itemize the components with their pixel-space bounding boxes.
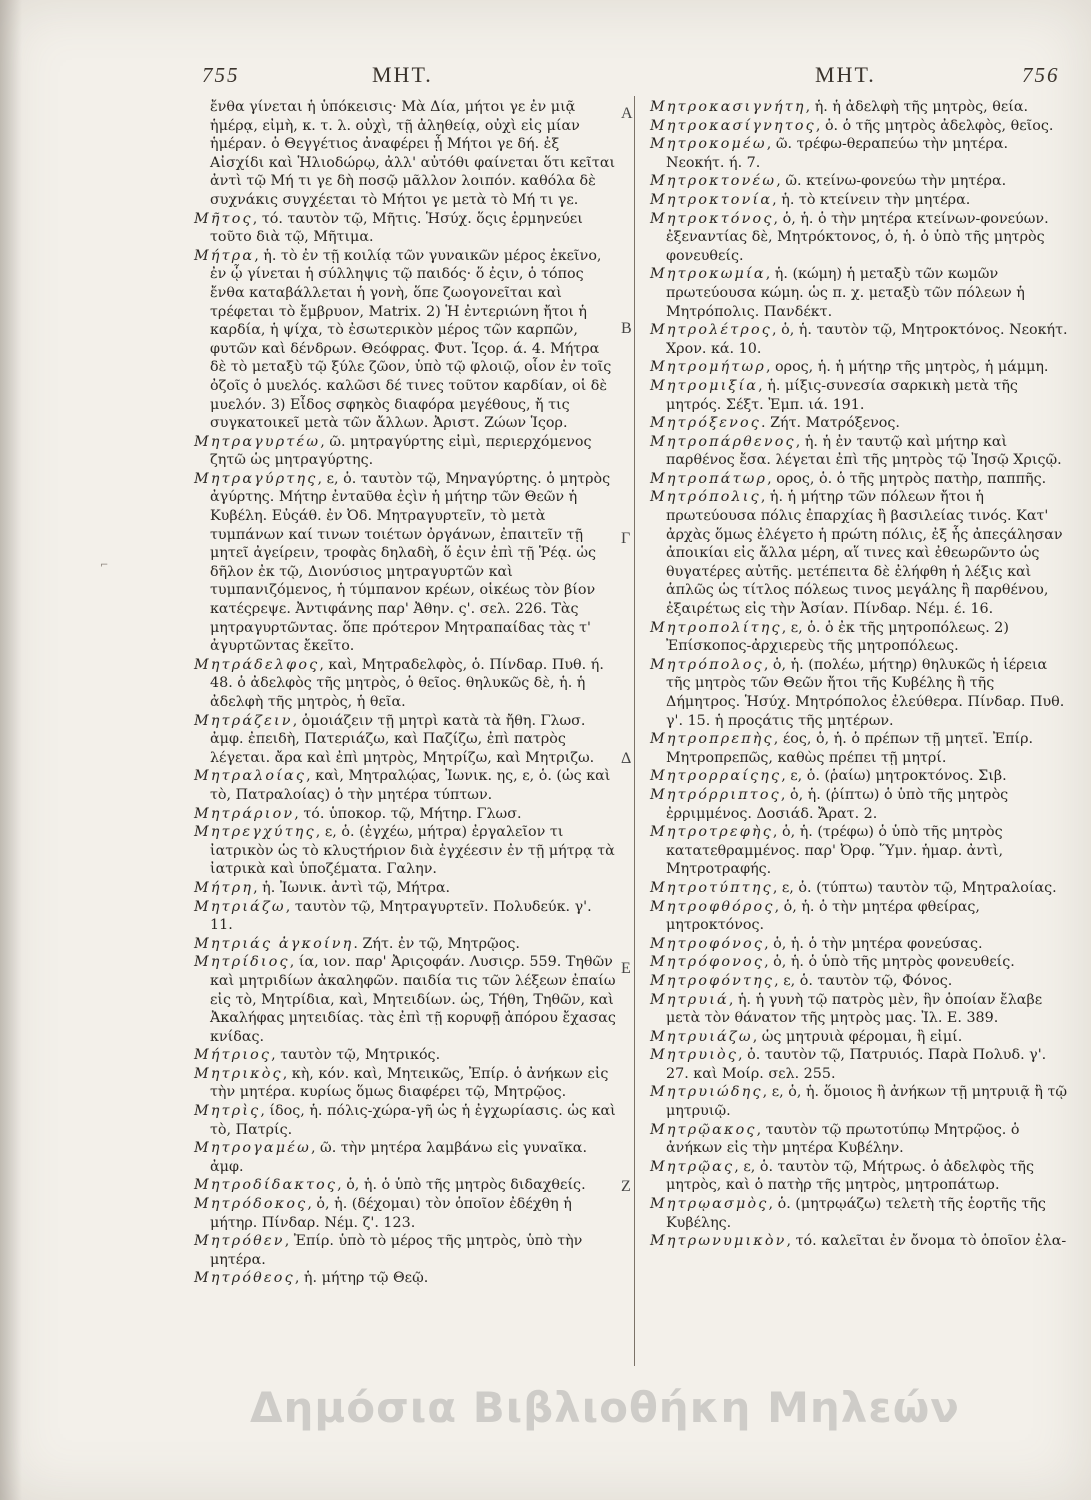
entry-headword: Μητροπρεπὴς: [650, 731, 774, 748]
entry-definition: , ορος, ὁ. ὁ τῆς μητρὸς πατὴρ, παππῆς.: [767, 470, 1047, 487]
entry-definition: , ε, ὁ. ταυτὸν τῷ, Μηναγύρτης. ὁ μητρὸς ἀγύρτης. Μήτηρ ἐνταῦθα ἐςὶν ἡ μήτηρ τῶν Θεῶν ἡ Κυβέλη. Εὐςάθ. ἐν Ὀδ. Μητραγυρτεῖν, τὸ μετὰ τυμπάνων καί τινων τοιέτων ὀργάνων, ἐπαιτεῖν τῇ μητεῖ ἀγείρειν, τροφὰς δηλαδὴ, ὅ ἐςιν ἐπὶ τῇ Ῥέᾳ. ὡς δῆλον ἐκ τῷ, Διονύσιος μητραγυρτῶν καὶ τυμπανιζόμενος, ἡ τύμπανον κρέων, οἱκέως τὸν βίον κατέςρεψε. Ἀντιφάνης παρ' Ἀθην. ς'. σελ. 226. Τὰς μητραγυρτῶντας. ὅπε πρότερον Μητραπαίδας τὰς τ' ἀγυρτῶντας ἔκεῖτο.: [210, 470, 611, 655]
entry-headword: Μητροκωμία: [650, 266, 766, 283]
entry-headword: Μητρόθεος: [194, 1270, 295, 1287]
entry-headword: Μητροκτονέω: [650, 173, 777, 190]
entry-headword: Μητρορραίςης: [650, 768, 782, 785]
entry-definition: , ἡ. τὸ ἐν τῇ κοιλίᾳ τῶν γυναικῶν μέρος ἐκεῖνο, ἐν ᾧ γίνεται ἡ σύλληψις τῷ παιδός· ὅ ἐςιν, ὁ τόπος ἔνθα καταβάλλεται ἡ γονὴ, ὅπε ζωογονεῖται καὶ τρέφεται τὸ ἔμβρυον, Matrix. 2) Ἡ ἐντεριώνη ἤτοι ἡ καρδία, ἡ ψίχα, τὸ ἐσωτερικὸν μέρος τῶν καρπῶν, φυτῶν καὶ δένδρων. Θεόφρας. Φυτ. Ἱςορ. ά. 4. Μήτρα δὲ τὸ μεταξὺ τῷ ξύλε ζῶον, ὑπὸ τῷ φλοιῷ, οἷον ἐν τοῖς ὀζοῖς ὁ μυελός. καλῶσι δέ τινες τοῦτον καρδίαν, οἱ δὲ μυελόν. 3) Εἶδος σφηκὸς διαφόρα μεγέθους, ἤ τις συγκατοικεῖ μετὰ τῶν ἄλλων. Ἀριστ. Ζώων Ἱςορ.: [210, 247, 612, 432]
entry-definition: , ταυτὸν τῷ, Μητρικός.: [271, 1047, 441, 1064]
entry-headword: Μητροκτονία: [650, 191, 773, 208]
entry-definition: , Ἐπίρ. ὑπὸ τὸ μέρος τῆς μητρὸς, ὑπὸ τὴν μητέρα.: [210, 1233, 583, 1268]
dictionary-entry: [650, 470, 1068, 489]
section-letter: Ζ: [621, 1178, 631, 1195]
right-column: [650, 98, 1068, 1251]
entry-headword: Μητροκτόνος: [650, 210, 774, 227]
dictionary-entry: [194, 953, 616, 1046]
entry-headword: Μητροκασίγνητος: [650, 117, 816, 134]
entry-headword: Μητροδίδακτος: [194, 1177, 338, 1194]
entry-definition: , ἡ. ἡ ἐν ταυτῷ καὶ μήτηρ καὶ παρθένος ἔσα. λέγεται ἐπὶ τῆς μητρὸς τῷ Ἰησῷ Χριςῷ.: [666, 433, 1062, 469]
entry-headword: Μητρόφονος: [650, 954, 765, 971]
section-letter: Γ: [621, 530, 631, 547]
dictionary-entry: [650, 786, 1068, 823]
dictionary-entry: [650, 879, 1068, 898]
entry-headword: Μήτρα: [194, 247, 255, 264]
entry-definition: ἔνθα γίνεται ἡ ὑπόκεισις· Μὰ Δία, μήτοι γε ἐν μιᾷ ἡμέρᾳ, εἰμὴ, κ. τ. λ. οὐχὶ, τῇ ἀληθείᾳ, οὐχὶ εἰς μίαν ἡμέραν. ὁ Θεγγέτιος ἀναφέρει ᾗ Μήτοι γε δή. ἐξ Αἰσχίδι καὶ Ἡλιοδώρῳ, ἀλλ' αὐτόθι φαίνεται ὅτι κεῖται ἀντὶ τῷ Μή τι γε δὴ ποσῷ μᾶλλον λοιπόν. καθόλα δὲ συχνάκις συγχέεται τὸ Μήτοι γε μετὰ τὸ Μή τι γε.: [210, 99, 616, 208]
entry-definition: , καὶ, Μητραλῴας, Ἰωνικ. ης, ε, ὁ. (ὡς καὶ τὸ, Πατραλοίας) ὁ τὴν μητέρα τύπτων.: [210, 768, 611, 803]
dictionary-entry: [194, 823, 616, 879]
dictionary-entry: [194, 1269, 616, 1288]
entry-headword: Μητράριον: [194, 805, 295, 822]
dictionary-entry: [650, 1028, 1068, 1047]
dictionary-entry: [650, 210, 1068, 266]
dictionary-entry: [650, 1121, 1068, 1158]
dictionary-entry: [194, 470, 616, 656]
left-column: [194, 98, 616, 1288]
dictionary-entry: [650, 823, 1068, 879]
dictionary-entry: [650, 1232, 1068, 1251]
dictionary-entry: [194, 247, 616, 433]
entry-headword: Μητροκομέω: [650, 136, 767, 153]
entry-headword: Μητρικὸς: [194, 1065, 283, 1082]
dictionary-entry: [194, 879, 616, 898]
entry-definition: , ὁ, ἡ. ὁ τὴν μητέρα κτείνων-φονεύων. ἐξεναντίας δὲ, Μητρόκτονος, ὁ, ἡ. ὁ ὑπὸ τῆς μητρὸς φονευθείς.: [666, 210, 1049, 264]
entry-definition: , ὁ, ἡ. ὁ τὴν μητέρα φονεύσας.: [764, 935, 983, 952]
dictionary-entry: [650, 488, 1068, 618]
dictionary-entry: [194, 1176, 616, 1195]
entry-headword: Μητροφόντης: [650, 972, 775, 989]
entry-definition: , ὁ, ἡ. (πολέω, μήτηρ) θηλυκῶς ἡ ἱέρεια τῆς μητρὸς τῶν Θεῶν ἤτοι τῆς Κυβέλης ἢ τῆς Δήμητρος. Ἡσύχ. Μητρόπολος ἐλεύθερα. Πίνδαρ. Πυθ. γ'. 15. ἡ προςάτις τῆς μητέρων.: [666, 656, 1065, 729]
right-page-number: 756: [1022, 63, 1060, 87]
margin-mark: ⌐: [100, 560, 109, 571]
entry-headword: Μητράζειν: [194, 712, 293, 729]
entry-headword: Μητρυιώδης: [650, 1084, 763, 1101]
dictionary-entry: [194, 935, 616, 954]
entry-headword: Μητριάς ἀγκοίνη: [194, 935, 354, 952]
entry-definition: , ἡ. (κώμη) ἡ μεταξὺ τῶν κωμῶν πρωτεύουσα κώμη. ὡς π. χ. μεταξὺ τῶν πόλεων ἡ Μητρόπολις. Πανδέκτ.: [666, 266, 1025, 320]
entry-definition: , ίδος, ἡ. πόλις-χώρα-γῆ ὡς ἡ ἐγχωρίασις. ὡς καὶ τὸ, Πατρίς.: [210, 1103, 616, 1138]
entry-headword: Μητρῷακος: [650, 1121, 757, 1138]
entry-definition: , ἡ. ἡ μήτηρ τῶν πόλεων ἤτοι ἡ πρωτεύουσα πόλις ἐπαρχίας ἢ βασιλείας τινός. Κατ' ἀρχὰς ὅμως ἐλέγετο ἡ πρώτη πόλις, ἐξ ἧς ἀπεςάλησαν ἀποικίαι εἰς ἄλλα μέρη, αἵ τινες καὶ ἐθεωρῶντο ὡς θυγατέρες αὐτῆς. μετέπειτα δὲ ἐλήφθη ἡ λέξις καὶ ἁπλῶς ὡς τίτλος πόλεως τινος μεγάλης ἢ παρθένου, ἐξαιρέτως εἰς τὴν Ἀσίαν. Πίνδαρ. Νέμ. έ. 16.: [666, 489, 1063, 618]
entry-headword: Μητρίδιος: [194, 954, 290, 971]
dictionary-entry: [650, 172, 1068, 191]
section-letter: Α: [621, 105, 633, 122]
left-running-title: ΜΗΤ.: [372, 62, 433, 87]
dictionary-entry: [194, 433, 616, 470]
entry-definition: , ὡς μητρυιὰ φέρομαι, ἢ εἰμί.: [752, 1028, 963, 1045]
entry-definition: , ὁ, ἡ. (δέχομαι) τὸν ὁποῖον ἐδέχθη ἡ μήτηρ. Πίνδαρ. Νέμ. ζ'. 123.: [210, 1196, 572, 1231]
dictionary-entry: [650, 1046, 1068, 1083]
entry-definition: , ὁ. (μητρῳάζω) τελετὴ τῆς ἑορτῆς τῆς Κυβέλης.: [666, 1196, 1046, 1231]
entry-definition: , ὁ, ἡ. (ῥίπτω) ὁ ὑπὸ τῆς μητρὸς ἐρριμμένος. Δοσιάδ. Ἄρατ. 2.: [666, 786, 1009, 822]
dictionary-entry: [194, 712, 616, 768]
dictionary-entry: [650, 935, 1068, 954]
section-letter: Β: [621, 320, 632, 337]
dictionary-entry: [650, 117, 1068, 136]
entry-headword: Μητρεγχύτης: [194, 824, 316, 841]
entry-definition: , ε, ὁ. (ῥαίω) μητροκτόνος. Σιβ.: [781, 768, 1007, 785]
dictionary-entry: [650, 730, 1068, 767]
dictionary-entry: [650, 321, 1068, 358]
dictionary-entry: [194, 210, 616, 247]
entry-definition: , ε, ὁ. ταυτὸν τῷ, Φόνος.: [774, 972, 953, 989]
dictionary-entry: [194, 1046, 616, 1065]
entry-definition: , ε, ὁ. ταυτὸν τῷ, Μήτρως. ὁ ἀδελφὸς τῆς μητρὸς, καὶ ὁ πατὴρ τῆς μητρὸς, μητροπάτωρ.: [666, 1158, 1035, 1194]
entry-headword: Μητροπάρθενος: [650, 433, 796, 450]
entry-headword: Μητρόθεν: [194, 1233, 285, 1250]
entry-headword: Μητροτρεφὴς: [650, 824, 773, 841]
entry-headword: Μητρῳασμὸς: [650, 1196, 769, 1213]
dictionary-entry: [650, 358, 1068, 377]
entry-definition: , τό. καλεῖται ἐν ὄνομα τὸ ὁποῖον ἐλα-: [786, 1233, 1067, 1250]
entry-headword: Μῆτος: [194, 210, 253, 227]
entry-headword: Μήτρη: [194, 879, 254, 896]
entry-headword: Μητραλοίας: [194, 768, 307, 785]
library-watermark: Δημόσια Βιβλιοθήκη Μηλεών: [250, 1383, 960, 1432]
entry-definition: , ὁ, ἡ. ὁ ὑπὸ τῆς μητρὸς φονευθείς.: [764, 954, 1015, 971]
entry-definition: , έος, ὁ, ἡ. ὁ πρέπων τῇ μητεῖ. Ἐπίρ. Μητροπρεπῶς, καθὼς πρέπει τῇ μητρί.: [666, 731, 1034, 766]
entry-definition: , ἡ. Ἰωνικ. ἀντὶ τῷ, Μήτρα.: [253, 879, 451, 896]
entry-definition: , καὶ, Μητραδελφὸς, ὁ. Πίνδαρ. Πυθ. ή. 48. ὁ ἀδελφὸς τῆς μητρὸς, ὁ θεῖος. θηλυκῶς δὲ, ἡ. ἡ ἀδελφὴ τῆς μητρὸς, ἡ θεῖα.: [210, 656, 604, 710]
entry-headword: Μητρόξενος: [650, 415, 761, 432]
entry-headword: Μητροφόνος: [650, 935, 765, 952]
entry-headword: Μητρωνυμικὸν: [650, 1233, 787, 1250]
dictionary-entry: [650, 972, 1068, 991]
entry-definition: , ὁ. ταυτὸν τῷ, Πατρυιός. Παρὰ Πολυδ. γ'. 27. καὶ Μοίρ. σελ. 255.: [666, 1047, 1047, 1082]
binding-shadow: [0, 0, 22, 1500]
dictionary-entry: [194, 1139, 616, 1176]
entry-definition: , ἡ. ἡ ἀδελφὴ τῆς μητρὸς, θεία.: [805, 99, 1029, 115]
right-running-title: ΜΗΤ.: [815, 62, 876, 87]
dictionary-entry: [650, 953, 1068, 972]
entry-headword: Μητραγύρτης: [194, 470, 318, 487]
dictionary-entry: [194, 805, 616, 824]
entry-headword: Μητροτύπτης: [650, 879, 773, 896]
dictionary-entry: [650, 191, 1068, 210]
dictionary-entry: [650, 767, 1068, 786]
dictionary-entry: [650, 1083, 1068, 1120]
entry-headword: Μητροκασιγνήτη: [650, 99, 806, 115]
entry-definition: , ὁ, ἡ. (τρέφω) ὁ ὑπὸ τῆς μητρὸς κατατεθραμμένος. παρ' Ὀρφ. Ὕμν. ἡμαρ. ἀντὶ, Μητροτραφής.: [666, 824, 1004, 878]
entry-definition: , ἡ. μήτηρ τῷ Θεῷ.: [294, 1270, 429, 1287]
entry-definition: , ταυτὸν τῷ, Μητραγυρτεῖν. Πολυδεύκ. γ'. 11.: [210, 898, 592, 934]
entry-definition: , ἡ. τὸ κτείνειν τὴν μητέρα.: [772, 191, 971, 208]
entry-definition: , κὴ, κόν. καὶ, Μητεικῶς, Ἐπίρ. ὁ ἀνήκων εἰς τὴν μητέρα. κυρίως ὅμως διαφέρει τῷ, Μητρῷος.: [210, 1065, 609, 1101]
entry-headword: Μητροπάτωρ: [650, 470, 768, 487]
dictionary-entry: [650, 1158, 1068, 1195]
entry-definition: , ῶ. τρέφω-θεραπεύω τὴν μητέρα. Νεοκήτ. ή. 7.: [666, 136, 1009, 171]
entry-definition: , ε, ὁ. ὁ ἐκ τῆς μητροπόλεως. 2) Ἐπίσκοπος-ἀρχιερεὺς τῆς μητροπόλεως.: [666, 619, 1009, 655]
entry-definition: , ορος, ἡ. ἡ μήτηρ τῆς μητρὸς, ἡ μάμμη.: [765, 359, 1049, 376]
entry-definition: , ταυτὸν τῷ πρωτοτύπῳ Μητρῷος. ὁ ἀνήκων εἰς τὴν μητέρα Κυβέλην.: [666, 1121, 1020, 1157]
entry-headword: Μητρόπολις: [650, 489, 761, 506]
entry-definition: , ῶ. τὴν μητέρα λαμβάνω εἰς γυναῖκα. ἀμφ.: [210, 1140, 587, 1175]
entry-headword: Μητραγυρτέω: [194, 433, 321, 450]
left-page-number: 755: [202, 63, 240, 87]
dictionary-entry: [650, 265, 1068, 321]
entry-headword: Μητρυιάζω: [650, 1028, 753, 1045]
dictionary-entry: [650, 1195, 1068, 1232]
dictionary-entry: [194, 767, 616, 804]
entry-definition: , ῶ. κτείνω-φονεύω τὴν μητέρα.: [776, 173, 1007, 190]
entry-headword: Μητρομήτωρ: [650, 359, 766, 376]
dictionary-entry: [650, 619, 1068, 656]
section-letter: Ε: [621, 960, 631, 977]
entry-headword: Μητρὶς: [194, 1103, 261, 1120]
dictionary-entry: [194, 98, 616, 210]
dictionary-entry: [650, 656, 1068, 730]
dictionary-entry: [194, 1232, 616, 1269]
entry-definition: , ῶ. μητραγύρτης εἰμὶ, περιερχόμενος ζητῶ ὡς μητραγύρτης.: [210, 433, 592, 469]
entry-headword: Μητράδελφος: [194, 656, 320, 673]
entry-headword: Μήτριος: [194, 1047, 272, 1064]
dictionary-entry: [194, 1102, 616, 1139]
entry-headword: Μητρυιά: [650, 991, 729, 1008]
entry-definition: , ία, ιον. παρ' Ἀριςοφάν. Λυσιςρ. 559. Τηθῶν καὶ μητριδίων ἀκαληφῶν. παιδία τις τῶν λέξεων ἐπαίω εἰς τὸ, Μητρίδια, καὶ, Μητειδίων. ὡς, Τήθη, Τηθῶν, καὶ Ἀκαλήφας μητειδίας. τὰς ἐπὶ τῇ κορυφῇ ἀπόρου ἔχασας κνίδας.: [210, 954, 616, 1045]
entry-headword: Μητροφθόρος: [650, 898, 775, 915]
dictionary-entry: [194, 656, 616, 712]
entry-headword: Μητρόδοκος: [194, 1196, 308, 1213]
entry-headword: Μητρῷας: [650, 1158, 735, 1175]
entry-definition: , τό. ταυτὸν τῷ, Μῆτις. Ἡσύχ. ὅςις ἑρμηνεύει τοῦτο διὰ τῷ, Μῆτιμα.: [210, 210, 583, 246]
entry-definition: , ἡ. ἡ γυνὴ τῷ πατρὸς μὲν, ἣν ὁποίαν ἔλαβε μετὰ τὸν θάνατον τῆς μητρὸς μας. Ἰλ. Ε. 389.: [666, 991, 1043, 1027]
dictionary-entry: [650, 98, 1068, 117]
entry-headword: Μητρολέτρος: [650, 322, 772, 339]
dictionary-entry: [194, 1195, 616, 1232]
entry-definition: . Ζήτ. ἐν τῷ, Μητρῷος.: [353, 935, 520, 952]
entry-definition: , ὁ. ὁ τῆς μητρὸς ἀδελφὸς, θεῖος.: [815, 117, 1054, 134]
section-letter: Δ: [621, 750, 632, 767]
dictionary-entry: [650, 433, 1068, 470]
entry-headword: Μητριάζω: [194, 898, 286, 915]
dictionary-entry: [650, 414, 1068, 433]
entry-headword: Μητρογαμέω: [194, 1140, 311, 1157]
entry-definition: , ε, ὁ. (τύπτω) ταυτὸν τῷ, Μητραλοίας.: [772, 879, 1057, 896]
entry-definition: , ὁ, ἡ. ὁ τὴν μητέρα φθείρας, μητροκτόνος.: [666, 898, 980, 934]
entry-definition: , ἡ. μίξις-συνεσία σαρκικὴ μετὰ τῆς μητρός. Σέξτ. Ἐμπ. ιά. 191.: [666, 377, 1018, 413]
entry-headword: Μητρόρριπτος: [650, 786, 781, 803]
entry-definition: , ε, ὁ, ἡ. ὅμοιος ἢ ἀνήκων τῇ μητρυιᾷ ἢ τῷ μητρυιῷ.: [666, 1084, 1068, 1120]
dictionary-entry: [650, 377, 1068, 414]
entry-definition: , ὁ, ἡ. ὁ ὑπὸ τῆς μητρὸς διδαχθείς.: [337, 1177, 586, 1194]
entry-definition: , ε, ὁ. (ἐγχέω, μήτρα) ἐργαλεῖον τι ἰατρικὸν ὡς τὸ κλυςτήριον διὰ ἐγχέεσιν ἐν τῇ μήτρᾳ τὰ ἰατρικὰ καὶ ὑποζέματα. Γαλην.: [210, 824, 615, 878]
entry-headword: Μητρυιὸς: [650, 1047, 739, 1064]
entry-headword: Μητρόπολος: [650, 656, 764, 673]
dictionary-entry: [194, 1065, 616, 1102]
entry-headword: Μητροπολίτης: [650, 619, 782, 636]
dictionary-entry: [650, 991, 1068, 1028]
dictionary-entry: [194, 898, 616, 935]
entry-definition: . Ζήτ. Ματρόξενος.: [760, 415, 900, 432]
dictionary-entry: [650, 898, 1068, 935]
entry-definition: , ὁμοιάζειν τῇ μητρὶ κατὰ τὰ ἤθη. Γλωσ. ἀμφ. ἐπειδὴ, Πατεριάζω, καὶ Παζίζω, ἐπὶ πατρὸς λέγεται. ἄρα καὶ ἐπὶ μητρὸς, Μητρίζω, καὶ Μητριζω.: [210, 712, 595, 766]
entry-definition: , τό. ὑποκορ. τῷ, Μήτηρ. Γλωσ.: [294, 805, 522, 822]
section-letters: [617, 0, 639, 1500]
entry-definition: , ὁ, ἡ. ταυτὸν τῷ, Μητροκτόνος. Νεοκήτ. Χρον. κά. 10.: [666, 322, 1068, 357]
dictionary-entry: [650, 135, 1068, 172]
entry-headword: Μητρομιξία: [650, 377, 759, 394]
